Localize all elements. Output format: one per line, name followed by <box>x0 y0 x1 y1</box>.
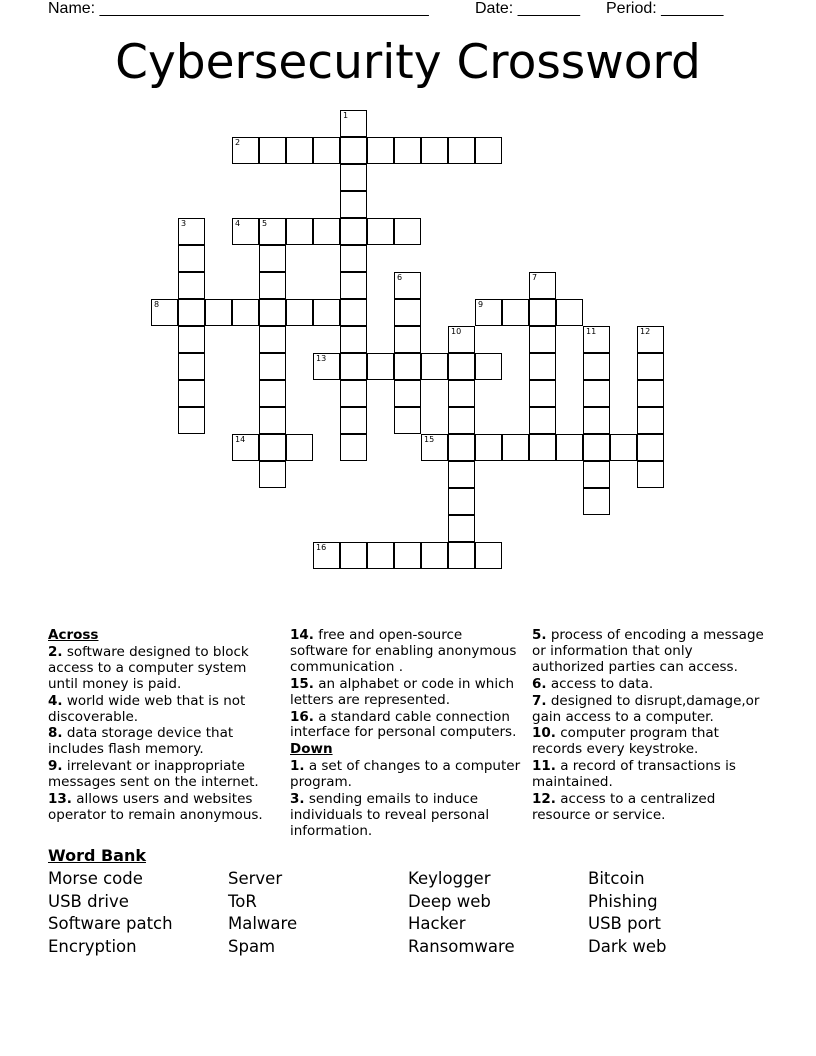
crossword-cell[interactable] <box>583 488 610 515</box>
crossword-cell[interactable] <box>637 407 664 434</box>
clue-number: 10 <box>451 327 462 336</box>
crossword-cell[interactable] <box>556 434 583 461</box>
clue-number: 5 <box>262 219 268 228</box>
word-bank-item: ToR <box>228 891 257 911</box>
crossword-cell[interactable] <box>259 245 286 272</box>
crossword-cell[interactable] <box>529 272 556 299</box>
crossword-cell[interactable] <box>394 326 421 353</box>
word-bank-item: Bitcoin <box>588 869 645 888</box>
word-bank-item: Phishing <box>588 891 658 911</box>
crossword-cell[interactable] <box>421 137 448 164</box>
crossword-cell[interactable] <box>475 353 502 380</box>
crossword-cell[interactable] <box>178 245 205 272</box>
clue-number: 14 <box>235 435 246 444</box>
crossword-cell[interactable] <box>178 299 205 326</box>
clue-across-14: 14. free and open-source software for enabling anonymous communication . <box>290 627 517 675</box>
clue-down-5: 5. process of encoding a message or information that only authorized parties can access. <box>532 627 764 675</box>
crossword-cell[interactable] <box>583 407 610 434</box>
crossword-cell[interactable] <box>529 326 556 353</box>
date-field[interactable]: Date: _______ <box>475 0 580 17</box>
crossword-cell[interactable] <box>583 434 610 461</box>
crossword-cell[interactable] <box>448 515 475 542</box>
clue-across-16: 16. a standard cable connection interface for personal computers. <box>290 708 517 741</box>
crossword-cell[interactable] <box>583 380 610 407</box>
crossword-cell[interactable] <box>367 218 394 245</box>
word-bank-item: Hacker <box>408 914 466 934</box>
crossword-cell[interactable] <box>448 137 475 164</box>
crossword-cell[interactable] <box>448 542 475 569</box>
down-heading: Down <box>290 741 333 758</box>
crossword-cell[interactable] <box>394 353 421 380</box>
word-bank-item: Server <box>228 869 283 888</box>
clue-across-2: 2. software designed to block access to a computer system until money is paid. <box>48 643 249 692</box>
crossword-cell[interactable] <box>394 380 421 407</box>
clue-number: 9 <box>478 300 484 309</box>
crossword-cell[interactable] <box>421 353 448 380</box>
crossword-cell[interactable] <box>448 461 475 488</box>
crossword-cell[interactable] <box>421 542 448 569</box>
crossword-cell[interactable] <box>448 326 475 353</box>
word-bank-column-2 <box>228 868 297 959</box>
crossword-cell[interactable] <box>340 542 367 569</box>
crossword-cell[interactable] <box>259 434 286 461</box>
crossword-cell[interactable] <box>259 299 286 326</box>
clue-down-7: 7. designed to disrupt,damage,or gain access to a computer. <box>532 692 760 725</box>
crossword-cell[interactable] <box>286 137 313 164</box>
crossword-cell[interactable] <box>340 272 367 299</box>
clue-number: 11 <box>586 327 597 336</box>
crossword-cell[interactable] <box>529 380 556 407</box>
crossword-cell[interactable] <box>340 407 367 434</box>
crossword-cell[interactable] <box>286 434 313 461</box>
clue-number: 16 <box>316 543 327 552</box>
crossword-cell[interactable] <box>394 272 421 299</box>
word-bank-item: USB drive <box>48 891 129 911</box>
crossword-cell[interactable] <box>448 434 475 461</box>
crossword-cell[interactable] <box>313 218 340 245</box>
crossword-cell[interactable] <box>367 542 394 569</box>
clue-across-15: 15. an alphabet or code in which letters are represented. <box>290 675 515 708</box>
page-title: Cybersecurity Crossword <box>115 35 701 90</box>
crossword-cell[interactable] <box>367 137 394 164</box>
crossword-cell[interactable] <box>205 299 232 326</box>
clue-number: 3 <box>181 219 187 228</box>
clue-across-13: 13. allows users and websites operator to remain anonymous. <box>48 791 263 823</box>
crossword-cell[interactable] <box>529 434 556 461</box>
crossword-cell[interactable] <box>394 299 421 326</box>
word-bank-item: Morse code <box>48 869 143 888</box>
clue-down-10: 10. computer program that records every keystroke. <box>532 725 719 758</box>
crossword-cell[interactable] <box>448 353 475 380</box>
name-field[interactable]: Name: _____________________________________ <box>48 0 429 17</box>
crossword-cell[interactable] <box>340 299 367 326</box>
word-bank-column-3 <box>408 868 515 959</box>
clue-down-6: 6. access to data. <box>532 675 654 692</box>
crossword-cell[interactable] <box>448 488 475 515</box>
word-bank-item: Deep web <box>408 891 491 911</box>
crossword-cell[interactable] <box>313 137 340 164</box>
word-bank-item: Encryption <box>48 937 137 957</box>
crossword-cell[interactable] <box>610 434 637 461</box>
crossword-cell[interactable] <box>340 380 367 407</box>
crossword-cell[interactable] <box>286 299 313 326</box>
crossword-cell[interactable] <box>448 380 475 407</box>
crossword-cell[interactable] <box>340 326 367 353</box>
crossword-cell[interactable] <box>448 407 475 434</box>
crossword-cell[interactable] <box>259 272 286 299</box>
crossword-cell[interactable] <box>637 461 664 488</box>
crossword-cell[interactable] <box>313 353 340 380</box>
crossword-cell[interactable] <box>151 299 178 326</box>
crossword-cell[interactable] <box>637 380 664 407</box>
crossword-cell[interactable] <box>421 434 448 461</box>
crossword-cell[interactable] <box>637 353 664 380</box>
crossword-cell[interactable] <box>394 218 421 245</box>
crossword-cell[interactable] <box>259 407 286 434</box>
crossword-cell[interactable] <box>394 407 421 434</box>
crossword-cell[interactable] <box>340 218 367 245</box>
crossword-cell[interactable] <box>529 353 556 380</box>
period-field[interactable]: Period: _______ <box>606 0 724 17</box>
word-bank-item: Dark web <box>588 937 667 957</box>
crossword-cell[interactable] <box>340 191 367 218</box>
clue-number: 13 <box>316 354 327 363</box>
crossword-cell[interactable] <box>259 380 286 407</box>
crossword-cell[interactable] <box>259 353 286 380</box>
crossword-cell[interactable] <box>232 137 259 164</box>
word-bank-item: Malware <box>228 914 298 934</box>
clue-column-1 <box>48 628 280 825</box>
clue-number: 12 <box>640 327 651 336</box>
crossword-cell[interactable] <box>340 164 367 191</box>
clue-number: 7 <box>532 273 538 282</box>
clue-number: 8 <box>154 300 160 309</box>
word-bank-title: Word Bank <box>48 846 147 865</box>
clue-number: 2 <box>235 138 241 147</box>
crossword-cell[interactable] <box>367 353 394 380</box>
crossword-cell[interactable] <box>313 542 340 569</box>
clue-across-4: 4. world wide web that is not discoverable. <box>48 692 246 725</box>
crossword-cell[interactable] <box>583 326 610 353</box>
clue-down-11: 11. a record of transactions is maintained. <box>532 758 736 791</box>
crossword-cell[interactable] <box>178 272 205 299</box>
crossword-cell[interactable] <box>178 407 205 434</box>
crossword-cell[interactable] <box>340 434 367 461</box>
crossword-cell[interactable] <box>340 137 367 164</box>
across-heading: Across <box>48 627 99 643</box>
crossword-cell[interactable] <box>178 218 205 245</box>
word-bank-column-4 <box>588 868 667 959</box>
clue-across-8: 8. data storage device that includes flash memory. <box>48 725 234 758</box>
crossword-cell[interactable] <box>583 461 610 488</box>
crossword-cell[interactable] <box>259 137 286 164</box>
crossword-cell[interactable] <box>475 434 502 461</box>
crossword-cell[interactable] <box>178 380 205 407</box>
clue-number: 15 <box>424 435 435 444</box>
crossword-cell[interactable] <box>259 326 286 353</box>
crossword-cell[interactable] <box>637 434 664 461</box>
word-bank-item: Ransomware <box>408 937 515 957</box>
crossword-cell[interactable] <box>394 137 421 164</box>
crossword-cell[interactable] <box>529 299 556 326</box>
clue-number: 4 <box>235 219 241 228</box>
clue-number: 6 <box>397 273 403 282</box>
word-bank-column-1 <box>48 868 173 959</box>
crossword-cell[interactable] <box>340 353 367 380</box>
clue-down-3: 3. sending emails to induce individuals to reveal personal information. <box>290 791 490 839</box>
crossword-cell[interactable] <box>286 218 313 245</box>
crossword-cell[interactable] <box>340 245 367 272</box>
clue-column-3 <box>532 628 764 825</box>
clue-across-9: 9. irrelevant or inappropriate messages sent on the internet. <box>48 758 259 791</box>
crossword-cell[interactable] <box>475 299 502 326</box>
clue-down-12: 12. access to a centralized resource or service. <box>532 791 716 823</box>
crossword-cell[interactable] <box>259 461 286 488</box>
crossword-cell[interactable] <box>637 326 664 353</box>
clue-column-2 <box>290 628 522 841</box>
word-bank-item: Software patch <box>48 914 173 934</box>
crossword-cell[interactable] <box>232 218 259 245</box>
crossword-cell[interactable] <box>313 299 340 326</box>
word-bank-item: USB port <box>588 914 661 934</box>
word-bank-item: Keylogger <box>408 869 491 888</box>
crossword-cell[interactable] <box>502 434 529 461</box>
clue-number: 1 <box>343 111 349 120</box>
crossword-cell[interactable] <box>556 299 583 326</box>
clue-down-1: 1. a set of changes to a computer program. <box>290 758 521 791</box>
crossword-cell[interactable] <box>475 137 502 164</box>
crossword-cell[interactable] <box>178 326 205 353</box>
crossword-cell[interactable] <box>502 299 529 326</box>
crossword-cell[interactable] <box>340 110 367 137</box>
crossword-cell[interactable] <box>583 353 610 380</box>
crossword-cell[interactable] <box>232 299 259 326</box>
crossword-cell[interactable] <box>232 434 259 461</box>
crossword-cell[interactable] <box>529 407 556 434</box>
crossword-cell[interactable] <box>475 542 502 569</box>
crossword-cell[interactable] <box>394 542 421 569</box>
word-bank-item: Spam <box>228 937 276 957</box>
crossword-cell[interactable] <box>178 353 205 380</box>
crossword-cell[interactable] <box>259 218 286 245</box>
